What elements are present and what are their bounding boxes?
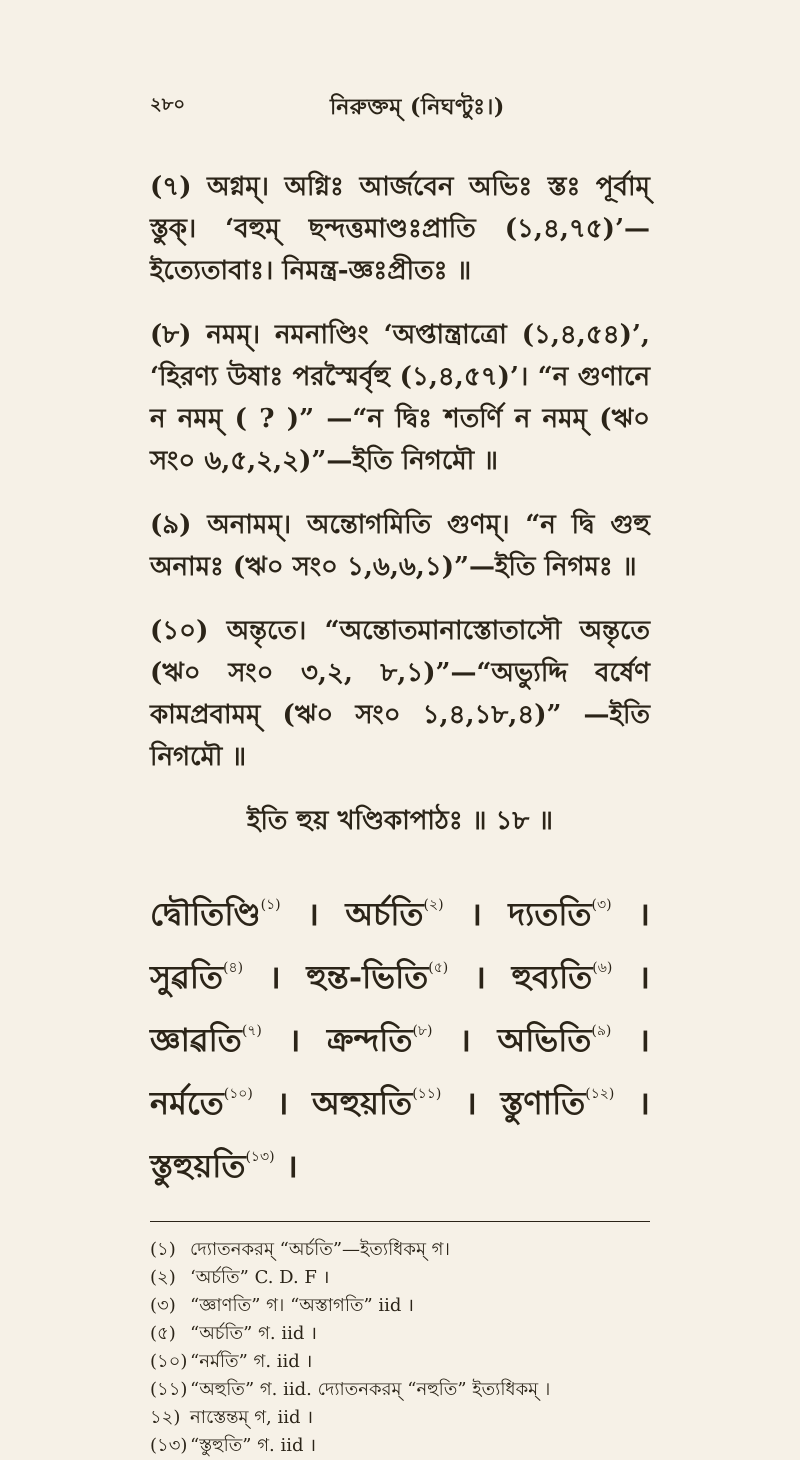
verb-item: হুন্ত-ভিতি$^{(৫)}$ । xyxy=(306,958,512,996)
footnote xyxy=(150,1404,650,1432)
verb-item: জ্ঞাৱতি$^{(৭)}$ । xyxy=(150,1021,327,1059)
footnote xyxy=(150,1320,650,1348)
footnote-text: “অহুতি” গ. iid. দ্যোতনকরম্ “নহুতি” ইত্যধিকম্ । xyxy=(190,1379,551,1400)
paragraph: (১০) অন্তৃতে। “অন্তোতমানাস্তোতাসৌ অন্তৃতে (ঋ০ সং০ ৩,২, ৮,১)”—“অভ্যুদ্দি বর্ষেণ কামপ্রবামম্ (ঋ০ সং০ ১,৪,১৮,৪)” —ইতি নিগমৌ ॥ xyxy=(150,616,650,772)
verb-item: অর্চতি$^{(২)}$ । xyxy=(345,895,509,933)
footnote-text: ‘অর্চতি” C. D. F । xyxy=(190,1267,330,1288)
footnote-text: দ্যোতনকরম্ “অর্চতি”—ইত্যধিকম্ গ। xyxy=(190,1239,450,1260)
footnote xyxy=(150,1292,650,1320)
footnote-ref: (৮) xyxy=(412,1023,433,1039)
paragraph: (৮) নমম্। নমনাণ্ডিং ‘অপ্তান্ত্রাত্রো (১,৪,৫৪)’, ‘হিরণ্য উষাঃ পরস্মৈর্বৃহু (১,৪,৫৭)’। “ন গুণানে ন নমম্ ( ? )” —“ন দ্বিঃ শতৰ্ণি ন নমম্ (ঋ০ সং০ ৬,৫,২,২)”—ইতি নিগমৌ ॥ xyxy=(150,320,650,476)
footnote-ref: (১১) xyxy=(412,1086,442,1102)
footnote-ref: (৫) xyxy=(428,960,449,976)
footnote-mark: (১১) xyxy=(150,1379,188,1400)
footnote-mark: (২) xyxy=(150,1267,176,1288)
footnote-ref: (১৩) xyxy=(245,1149,275,1165)
footnote xyxy=(150,1348,650,1376)
verb-item: অভিতি$^{(৯)}$ । xyxy=(497,1021,650,1059)
footnote-text: নাস্তেন্তম্ গ, iid । xyxy=(190,1407,314,1428)
verb-item: নৰ্মতে$^{(১০)}$ । xyxy=(150,1084,313,1122)
footnote-ref: (৭) xyxy=(241,1023,262,1039)
verb-item: দ্বৌতিণ্ডি$^{(১)}$ । xyxy=(150,895,346,933)
verb-item: হুব্যতি$^{(৬)}$ । xyxy=(511,958,650,996)
footnote-ref: (১) xyxy=(260,897,281,913)
running-head: নিরুক্তম্ (নিঘণ্টুঃ।) xyxy=(330,94,505,120)
verb-list xyxy=(150,878,650,1193)
footnote-mark: (১) xyxy=(150,1239,176,1260)
footnote-mark: (১০) xyxy=(150,1351,188,1372)
verb-item: স্তুণাতি$^{(১২)}$ । xyxy=(500,1084,650,1122)
footnote-ref: (১০) xyxy=(223,1086,253,1102)
footnote-text: “নৰ্মতি” গ. iid । xyxy=(190,1351,313,1372)
verb-item: স্তুহুয়তি$^{(১৩)}$ । xyxy=(150,1147,298,1185)
footnote xyxy=(150,1264,650,1292)
page-header xyxy=(150,90,650,126)
footnote xyxy=(150,1376,650,1404)
footnote-ref: (৪) xyxy=(223,960,244,976)
footnote-mark: (১৩) xyxy=(150,1435,188,1456)
verb-item: ক্রন্দতি$^{(৮)}$ । xyxy=(326,1021,498,1059)
verb-item: অহুয়তি$^{(১১)}$ । xyxy=(312,1084,501,1122)
paragraph: (৭) অগ্নম্। অগ্নিঃ আর্জবেন অভিঃ স্তঃ পূর্বাম্ স্তুক্। ‘বহুম্ ছন্দত্তমাণ্ডঃপ্রাতি (১,৪,৭৫)’—ইত্যেতাবাঃ। নিমন্ত্র-জ্ঞঃপ্রীতঃ ॥ xyxy=(150,172,650,286)
footnote-ref: (৬) xyxy=(592,960,613,976)
footnote-ref: (৩) xyxy=(591,897,612,913)
footnote-list xyxy=(150,1236,650,1460)
footnote-divider xyxy=(150,1221,650,1222)
footnote-ref: (১২) xyxy=(585,1086,615,1102)
footnote-mark: (৫) xyxy=(150,1323,176,1344)
footnote-mark: ১২) xyxy=(150,1407,181,1428)
footnote-text: “জ্ঞাণতি” গ। “অস্তাগতি” iid । xyxy=(190,1295,414,1316)
section-closing-line: ইতি হুয় খণ্ডিকাপাঠঃ ॥ ১৮ ॥ xyxy=(246,806,554,836)
footnote xyxy=(150,1236,650,1264)
footnote-text: “স্তুহুতি” গ. iid । xyxy=(190,1435,317,1456)
footnote-mark: (৩) xyxy=(150,1295,176,1316)
verb-item: সুৱতি$^{(৪)}$ । xyxy=(150,958,307,996)
footnote-ref: (৯) xyxy=(591,1023,612,1039)
paragraph: (৯) অনামম্। অন্তোগমিতি গুণম্। “ন দ্বি গুহু অনামঃ (ঋ০ সং০ ১,৬,৬,১)”—ইতি নিগমঃ ॥ xyxy=(150,510,650,582)
footnote xyxy=(150,1432,650,1460)
footnote-text: “অৰ্চতি” গ. iid । xyxy=(190,1323,317,1344)
footnote-ref: (২) xyxy=(423,897,444,913)
verb-item: দ্যততি$^{(৩)}$ । xyxy=(508,895,650,933)
page-number: ২৮০ xyxy=(150,94,186,115)
